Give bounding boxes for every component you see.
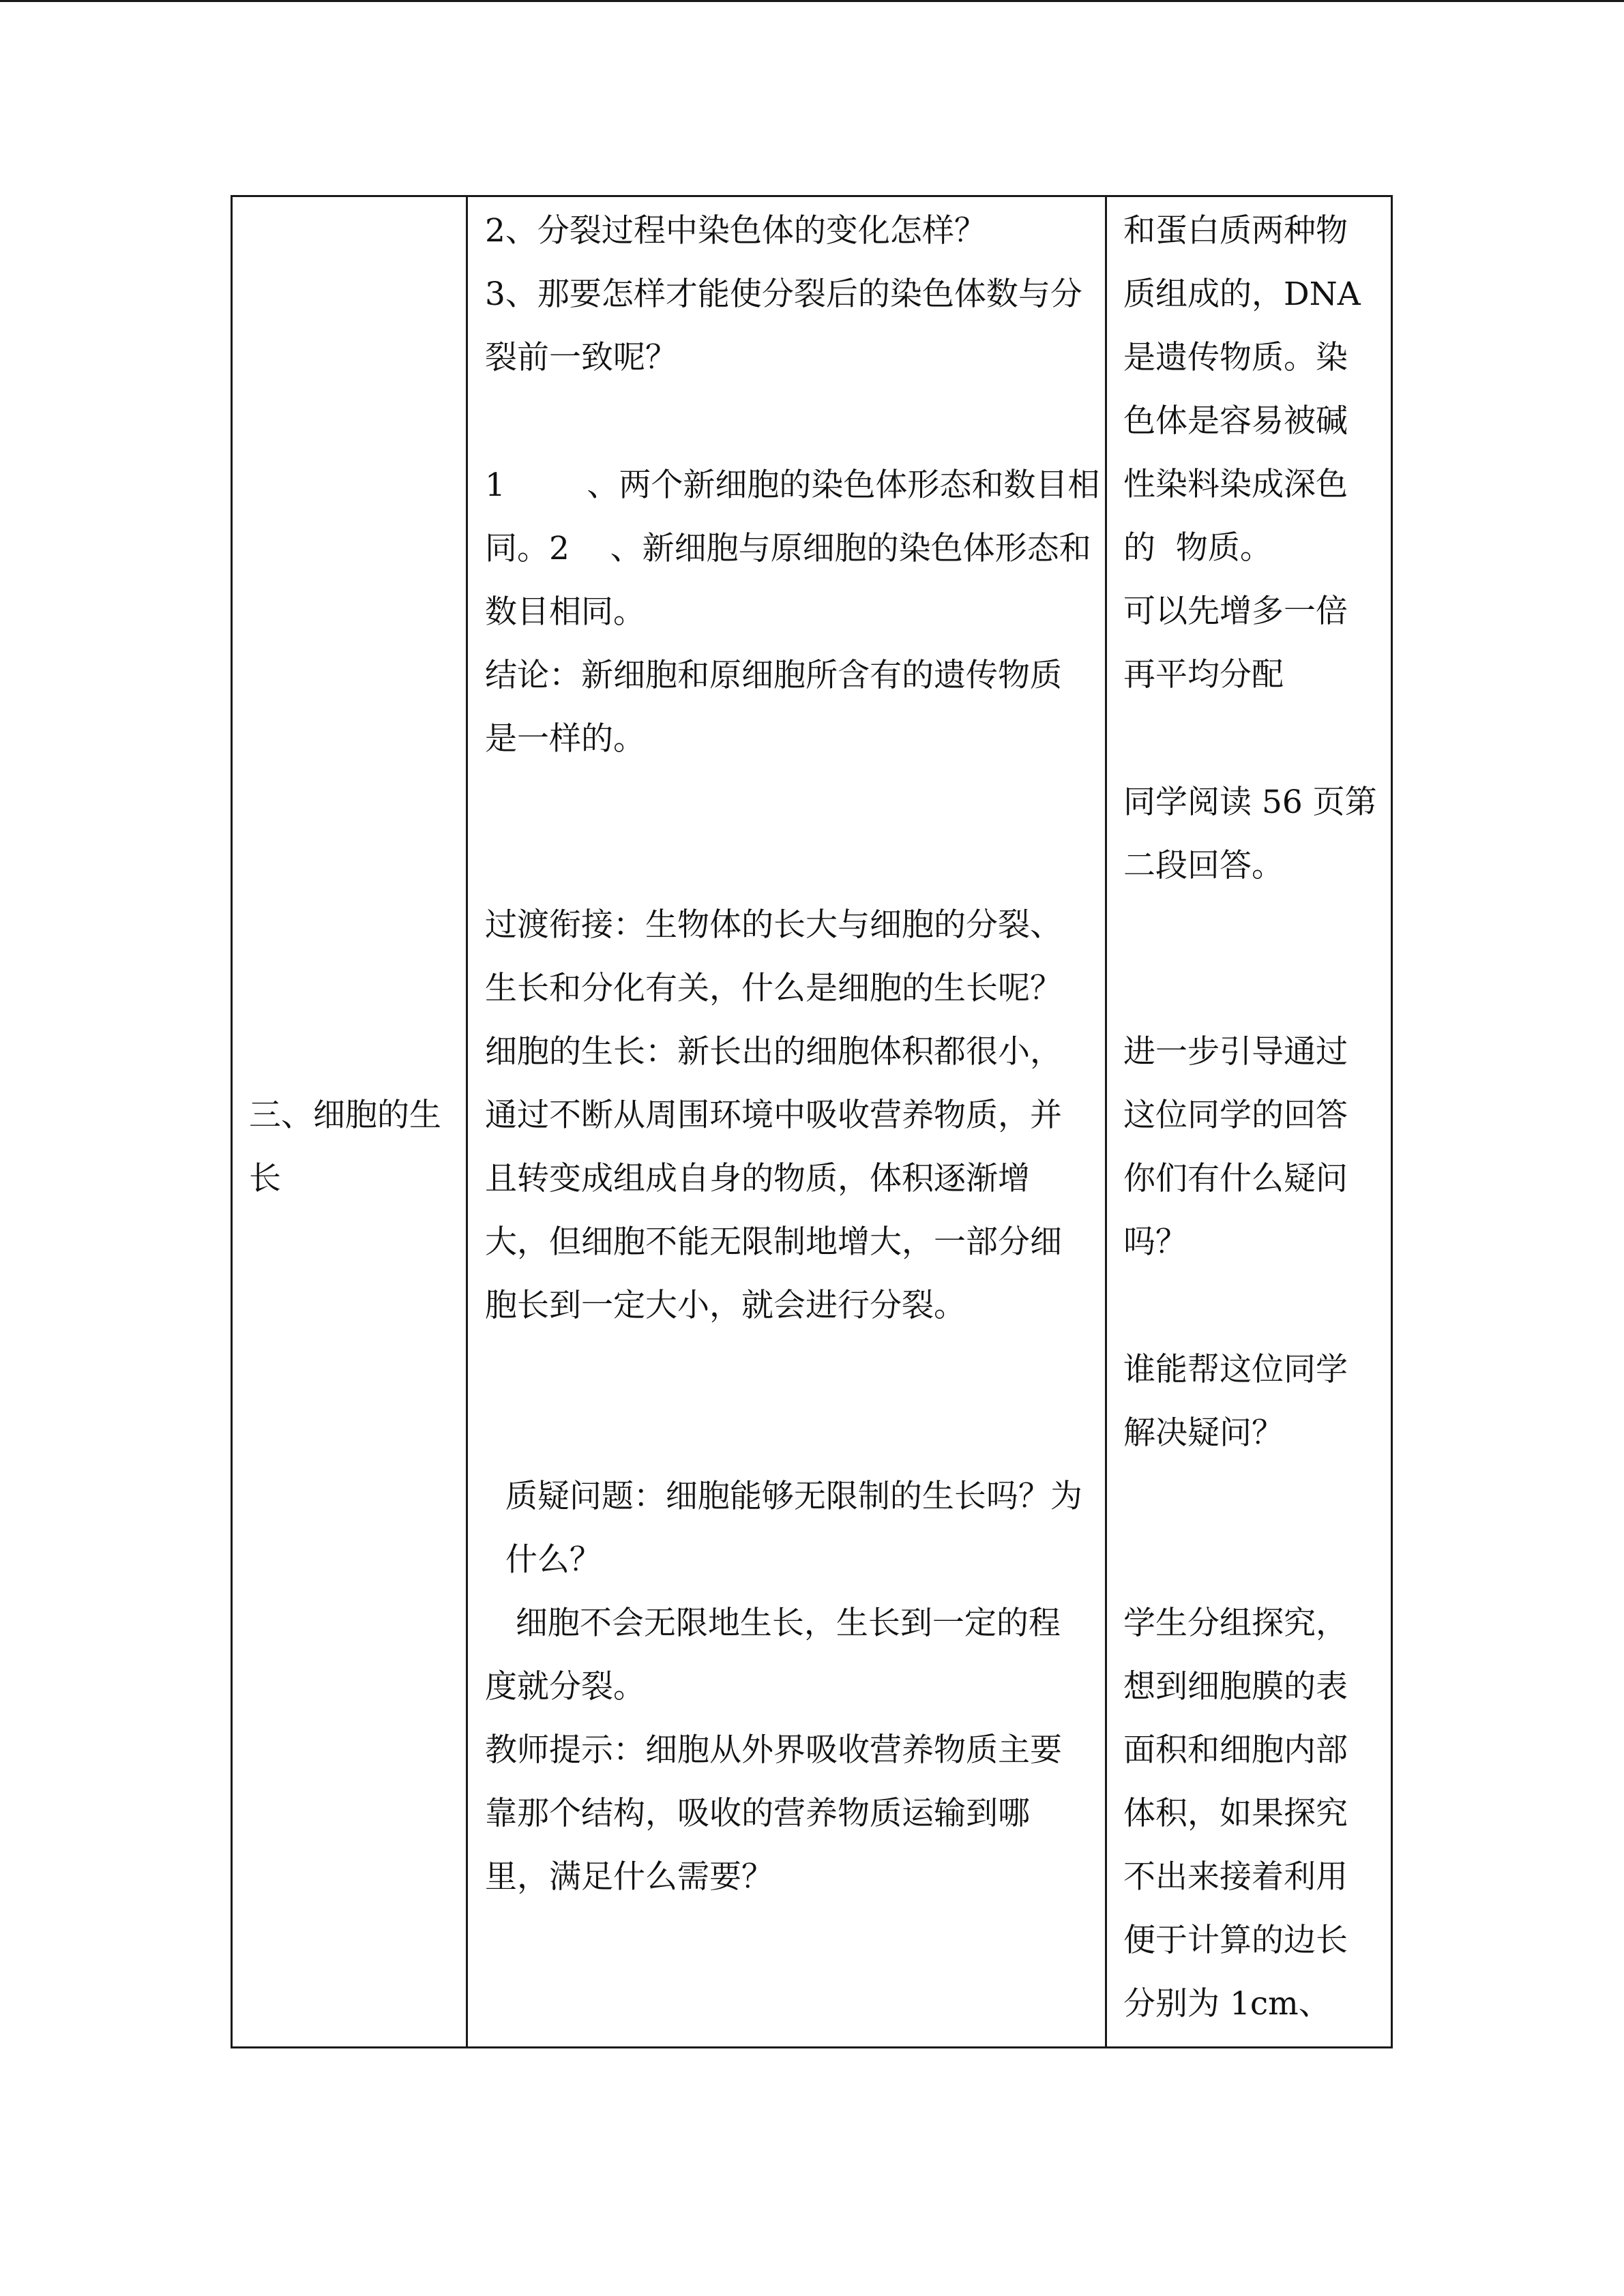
content-line: 大，但细胞不能无限制地增大，一部分细 [485,1223,1062,1261]
content-line: 通过不断从周围环境中吸收营养物质，并 [485,1097,1062,1134]
content-line: 裂前一致呢？ [485,339,677,376]
content-line: 细胞的生长：新长出的细胞体积都很小， [485,1033,1062,1071]
activity-line: 性染料染成深色 [1123,466,1348,503]
column-divider-activity [1105,197,1107,2046]
content-line: 3、那要怎样才能使分裂后的染色体数与分 [485,275,1082,313]
page-top-rule [0,0,1624,2]
activity-line: 的 物质。 [1123,529,1272,567]
activity-line: 质组成的，DNA [1123,275,1361,313]
content-line: 同。2 、新细胞与原细胞的染色体形态和 [485,530,1091,567]
activity-line: 想到细胞膜的表 [1123,1668,1348,1705]
content-line: 靠那个结构，吸收的营养物质运输到哪 [485,1795,1030,1832]
activity-line: 便于计算的边长 [1123,1922,1348,1959]
content-line: 结论：新细胞和原细胞所含有的遗传物质 [485,657,1062,694]
activity-line: 解决疑问？ [1123,1414,1284,1452]
activity-line: 是遗传物质。染 [1123,339,1348,376]
content-line: 数目相同。 [485,593,645,631]
activity-line: 分别为 1cm、 [1123,1985,1331,2023]
activity-line: 同学阅读 56 页第 [1123,784,1377,821]
content-line: 胞长到一定大小，就会进行分裂。 [485,1287,966,1324]
column-divider-stage [466,197,468,2046]
content-line: 度就分裂。 [485,1668,645,1705]
content-line: 细胞不会无限地生长，生长到一定的程 [485,1605,1061,1642]
activity-line: 和蛋白质两种物 [1123,212,1348,250]
activity-line: 面积和细胞内部 [1123,1731,1348,1769]
activity-line: 体积，如果探究 [1123,1795,1348,1832]
activity-line: 可以先增多一倍 [1123,593,1348,630]
content-line: 质疑问题：细胞能够无限制的生长吗？为 [485,1478,1082,1515]
activity-line: 这位同学的回答 [1123,1097,1348,1134]
content-line: 1 、两个新细胞的染色体形态和数目相 [485,466,1100,504]
activity-line: 色体是容易被碱 [1123,402,1348,440]
content-line: 且转变成组成自身的物质，体积逐渐增 [485,1160,1030,1197]
activity-line: 你们有什么疑问 [1123,1160,1348,1197]
activity-line: 吗？ [1123,1223,1187,1261]
activity-line: 不出来接着利用 [1123,1858,1348,1896]
lesson-plan-table [231,195,1393,2048]
stage-label-line: 三、细胞的生 [249,1097,441,1134]
content-line: 里，满足什么需要？ [485,1858,773,1896]
content-line: 2、分裂过程中染色体的变化怎样？ [485,212,986,250]
activity-line: 谁能帮这位同学 [1123,1351,1348,1388]
content-line: 过渡衔接：生物体的长大与细胞的分裂、 [485,906,1062,944]
activity-line: 再平均分配 [1123,656,1284,694]
content-line: 教师提示：细胞从外界吸收营养物质主要 [485,1731,1062,1769]
content-line: 是一样的。 [485,720,645,758]
activity-line: 学生分组探究， [1123,1605,1348,1642]
content-line: 生长和分化有关，什么是细胞的生长呢？ [485,970,1062,1007]
activity-line: 二段回答。 [1123,847,1284,884]
activity-line: 进一步引导通过 [1123,1033,1348,1071]
content-line: 什么？ [485,1541,602,1579]
stage-label-line: 长 [249,1160,281,1197]
